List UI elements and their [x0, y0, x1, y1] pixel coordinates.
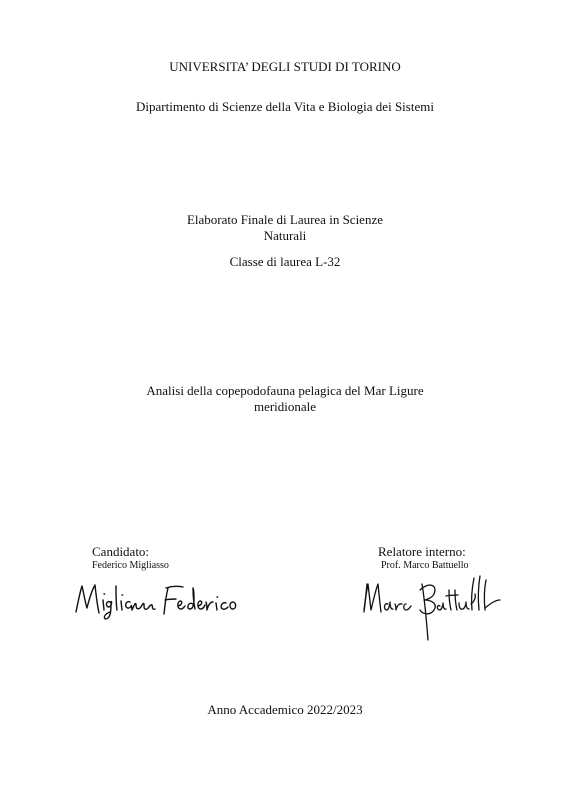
candidate-label: Candidato:: [92, 544, 150, 559]
academic-year: Anno Accademico 2022/2023: [207, 702, 363, 717]
thesis-type: [0, 212, 570, 244]
supervisor-signature: [358, 574, 508, 646]
supervisor-label: Relatore interno:: [378, 544, 466, 559]
university-name: UNIVERSITA’ DEGLI STUDI DI TORINO: [169, 59, 401, 74]
thesis-title-line-1: Analisi della copepodofauna pelagica del Mar Ligure: [146, 383, 424, 398]
candidate-name: Federico Migliasso: [92, 560, 169, 571]
candidate-signature: [70, 580, 245, 622]
thesis-title-line-2: meridionale: [253, 399, 317, 414]
thesis-type-line-1: Elaborato Finale di Laurea in Scienze: [186, 212, 383, 227]
degree-class: Classe di laurea L-32: [229, 254, 341, 269]
department-name: Dipartimento di Scienze della Vita e Biologia dei Sistemi: [136, 99, 434, 114]
thesis-title: [0, 383, 570, 415]
thesis-type-line-2: Naturali: [263, 228, 307, 243]
supervisor-name: Prof. Marco Battuello: [381, 560, 469, 571]
